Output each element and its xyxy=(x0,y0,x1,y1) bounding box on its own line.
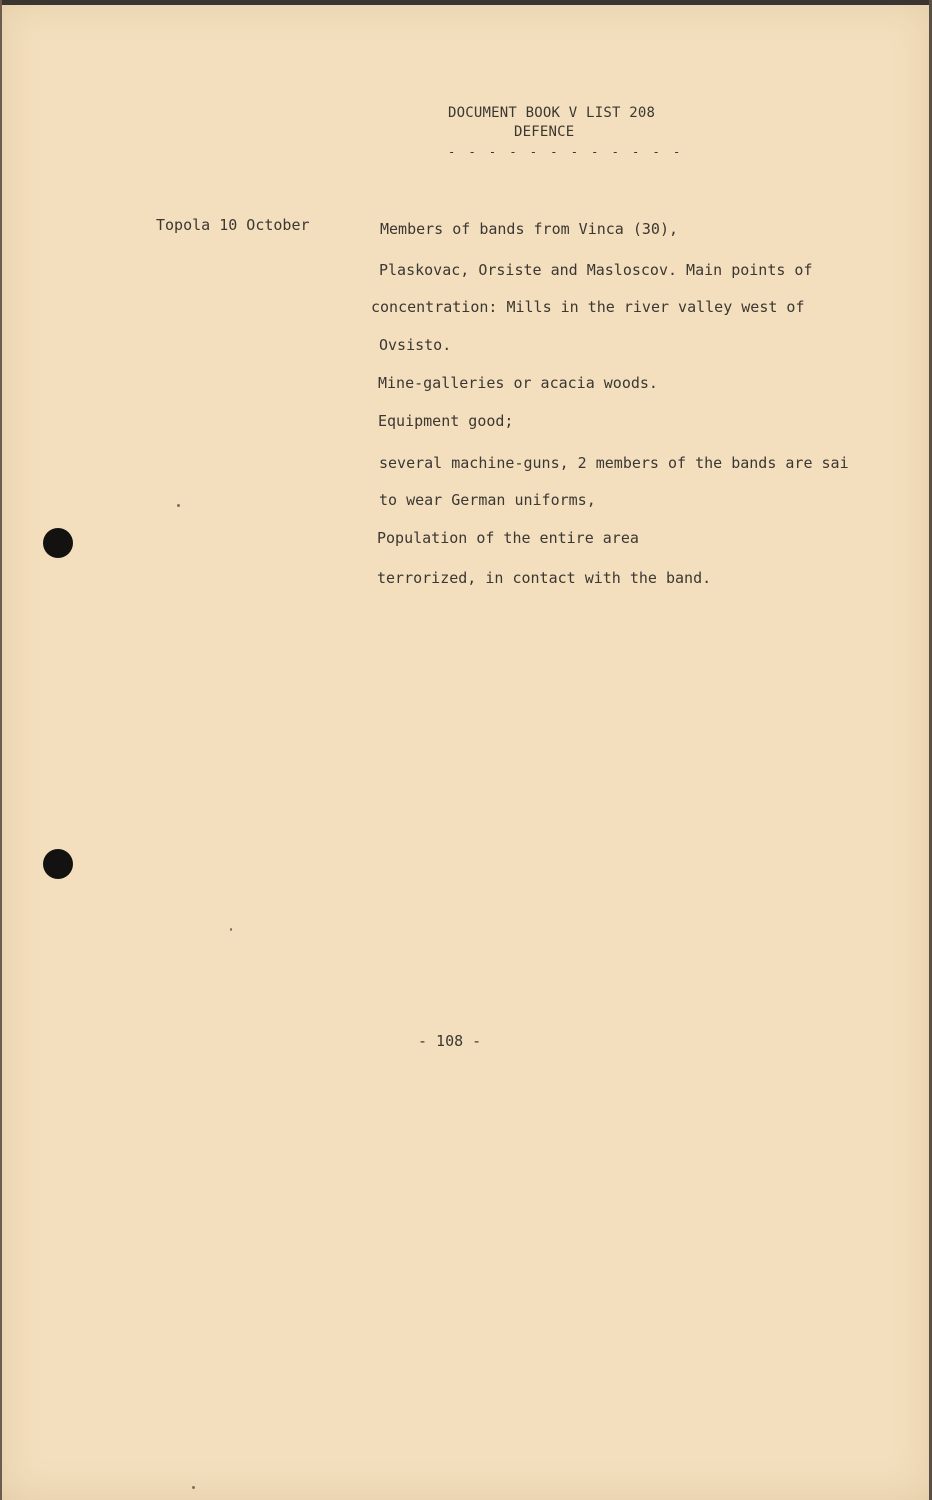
scan-edge-left xyxy=(0,0,2,1500)
header-title: DOCUMENT BOOK V LIST 208 xyxy=(448,105,656,121)
body-line: concentration: Mills in the river valley west of xyxy=(371,298,805,316)
page-number: - 108 - xyxy=(418,1032,482,1050)
paper-speck xyxy=(192,1486,195,1489)
scan-edge-top xyxy=(0,0,932,5)
document-header xyxy=(440,104,710,162)
body-line: Ovsisto. xyxy=(379,336,452,354)
paper-speck xyxy=(230,928,232,931)
body-line: Equipment good; xyxy=(378,412,514,430)
body-line: terrorized, in contact with the band. xyxy=(377,569,712,587)
paper-speck xyxy=(177,504,180,507)
body-line: to wear German uniforms, xyxy=(379,491,596,509)
body-line: several machine-guns, 2 members of the bands are sai xyxy=(379,454,849,472)
body-line: Population of the entire area xyxy=(377,529,639,547)
margin-date: Topola 10 October xyxy=(156,216,310,234)
header-subtitle: DEFENCE xyxy=(514,124,575,140)
body-line: Plaskovac, Orsiste and Masloscov. Main points of xyxy=(379,261,813,279)
punch-hole xyxy=(43,528,73,558)
punch-hole xyxy=(43,849,73,879)
header-rule: - - - - - - - - - - - - xyxy=(448,145,684,159)
body-line: Mine-galleries or acacia woods. xyxy=(378,374,658,392)
body-line: Members of bands from Vinca (30), xyxy=(380,220,679,238)
